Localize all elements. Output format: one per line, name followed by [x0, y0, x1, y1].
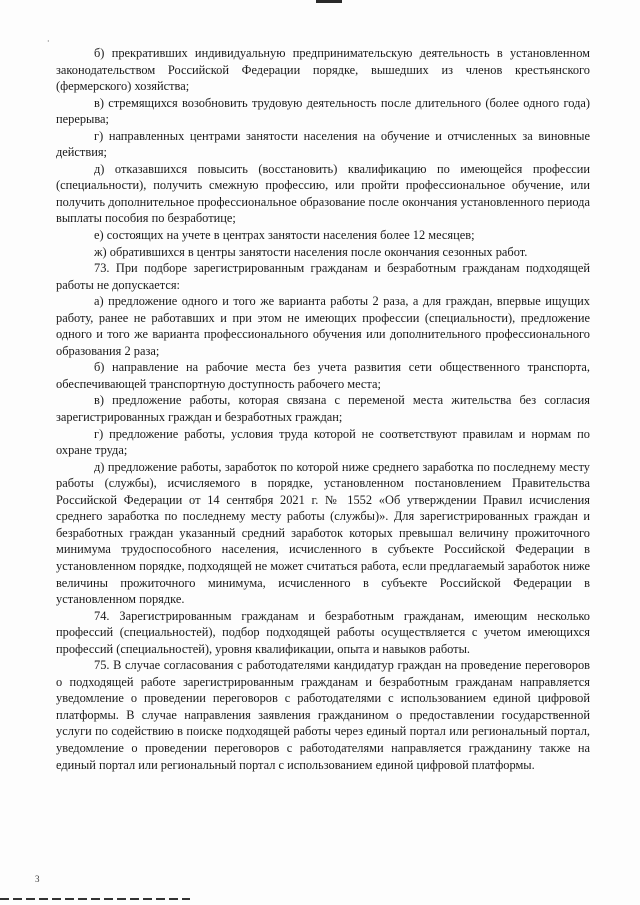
document-body — [56, 45, 590, 773]
paragraph-e: е) состоящих на учете в центрах занятости населения более 12 месяцев; — [94, 228, 475, 243]
scan-mark — [316, 0, 342, 3]
page-number: 3 — [35, 874, 40, 884]
paragraph-73-d: д) предложение работы, заработок по которой ниже среднего заработка по последнему месту работы (службы), исчисляемого в порядке, установленном постановлением Правительства Российской Федерации от 14 сентября 2021 г. № 1552 «Об утверждении Правил исчисления среднего заработка по последнему месту работы (службы)». Для зарегистрированных граждан и безработных граждан указанный средний заработок которых превышал величину прожиточного минимума трудоспособного населения, исчисленного в субъекте Российской Федерации в установленном порядке, подходящей не может считаться работа, если предлагаемый заработок ниже величины прожиточного минимума, исчисленного в субъекте Российской Федерации в установленном порядке. — [56, 459, 590, 607]
paragraph-d: д) отказавшихся повысить (восстановить) квалификацию по имеющейся профессии (специальности), получить смежную профессию, или пройти профессиональное обучение, или получить дополнительное профессиональное образование после окончания установленного периода выплаты пособия по безработице; — [56, 161, 590, 226]
paragraph-73-b: б) направление на рабочие места без учета развития сети общественного транспорта, обеспечивающей транспортную доступность рабочего места; — [56, 360, 590, 391]
paragraph-73: 73. При подборе зарегистрированным гражданам и безработным гражданам подходящей работы не допускается: — [56, 261, 590, 292]
paragraph-73-g: г) предложение работы, условия труда которой не соответствуют правилам и нормам по охране труда; — [56, 426, 590, 458]
paragraph-zh: ж) обратившихся в центры занятости населения после окончания сезонных работ. — [94, 244, 528, 259]
paragraph-b: б) прекративших индивидуальную предпринимательскую деятельность в установленном законодательством Российской Федерации порядке, вышедших из членов крестьянского (фермерского) хозяйства; — [56, 46, 590, 94]
paragraph-g: г) направленных центрами занятости населения на обучение и отчисленных за виновные действия; — [56, 128, 590, 160]
paragraph-74: 74. Зарегистрированным гражданам и безработным гражданам, имеющим несколько профессий (специальностей), подбор подходящей работы осуществляется с учетом имеющихся профессий (специальностей), уровня квалификации, опыта и навыков работы. — [56, 608, 590, 656]
paragraph-73-a: а) предложение одного и того же варианта работы 2 раза, а для граждан, впервые ищущих работу, ранее не работавших и при этом не имеющих профессии (специальности), предложение одного и того же варианта профессионального обучения или дополнительного профессионального образования 2 раза; — [56, 294, 590, 358]
paragraph-75: 75. В случае согласования с работодателями кандидатур граждан на проведение переговоров о подходящей работе зарегистрированным гражданам и безработным гражданам направляется уведомление о проведении переговоров с работодателями с использованием единой цифровой платформы. В случае направления заявления гражданином о предоставлении государственной услуги по содействию в поиске подходящей работы через единый портал или региональный портал, уведомление о проведении переговоров с работодателями направляется гражданину также на единый портал или региональный портал с использованием единой цифровой платформы. — [56, 658, 590, 772]
paragraph-v: в) стремящихся возобновить трудовую деятельность после длительного (более одного года) перерыва; — [56, 95, 590, 127]
paragraph-73-v: в) предложение работы, которая связана с переменой места жительства без согласия зарегистрированных граждан и безработных граждан; — [56, 393, 590, 425]
bottom-scan-rule — [0, 898, 190, 900]
scan-speck: · — [47, 37, 50, 46]
